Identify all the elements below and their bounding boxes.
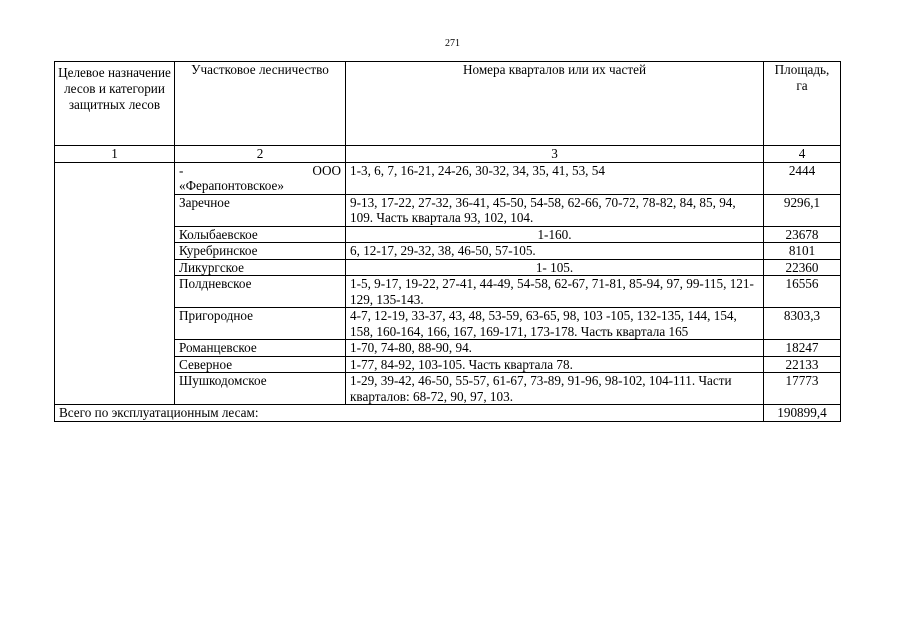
header-area: Площадь, га	[764, 62, 841, 146]
district-name: Северное	[175, 356, 346, 373]
page-number: 271	[445, 38, 460, 49]
column-number: 1	[55, 146, 175, 163]
area-value: 18247	[764, 340, 841, 357]
area-value: 22360	[764, 259, 841, 276]
district-org-name: «Ферапонтовское»	[179, 178, 284, 193]
quarter-numbers: 9-13, 17-22, 27-32, 36-41, 45-50, 54-58, 62-66, 70-72, 78-82, 84, 85, 94, 109. Часть квартала 93, 102, 104.	[346, 194, 764, 226]
district-name	[175, 162, 346, 194]
column-number: 3	[346, 146, 764, 163]
area-value: 22133	[764, 356, 841, 373]
column-number: 4	[764, 146, 841, 163]
header-district: Участковое лесничество	[175, 62, 346, 146]
district-dash: -	[179, 162, 184, 178]
area-value: 8303,3	[764, 308, 841, 340]
district-name: Колыбаевское	[175, 226, 346, 243]
quarter-numbers: 6, 12-17, 29-32, 38, 46-50, 57-105.	[346, 243, 764, 260]
area-value: 9296,1	[764, 194, 841, 226]
area-value: 8101	[764, 243, 841, 260]
district-name: Ликургское	[175, 259, 346, 276]
district-name: Полдневское	[175, 276, 346, 308]
total-label: Всего по эксплуатационным лесам:	[55, 405, 764, 422]
quarter-numbers: 1-160.	[346, 226, 764, 243]
table-row	[55, 162, 841, 194]
district-org-form: ООО	[312, 162, 341, 178]
district-name: Заречное	[175, 194, 346, 226]
quarter-numbers: 1- 105.	[346, 259, 764, 276]
area-value: 23678	[764, 226, 841, 243]
total-area-value: 190899,4	[764, 405, 841, 422]
quarter-numbers: 1-5, 9-17, 19-22, 27-41, 44-49, 54-58, 62-67, 71-81, 85-94, 97, 99-115, 121-129, 135-143.	[346, 276, 764, 308]
column-number-row	[55, 146, 841, 163]
total-row	[55, 405, 841, 422]
quarter-numbers: 1-3, 6, 7, 16-21, 24-26, 30-32, 34, 35, 41, 53, 54	[346, 162, 764, 194]
header-quarter-numbers: Номера кварталов или их частей	[346, 62, 764, 146]
quarter-numbers: 1-77, 84-92, 103-105. Часть квартала 78.	[346, 356, 764, 373]
forest-quarters-table	[54, 61, 841, 422]
column-number: 2	[175, 146, 346, 163]
quarter-numbers: 1-70, 74-80, 88-90, 94.	[346, 340, 764, 357]
header-row	[55, 62, 841, 146]
area-value: 17773	[764, 373, 841, 405]
purpose-category-cell	[55, 162, 175, 405]
district-name: Романцевское	[175, 340, 346, 357]
district-name: Пригородное	[175, 308, 346, 340]
district-name: Куребринское	[175, 243, 346, 260]
district-name: Шушкодомское	[175, 373, 346, 405]
quarter-numbers: 4-7, 12-19, 33-37, 43, 48, 53-59, 63-65, 98, 103 -105, 132-135, 144, 154, 158, 160-164, 166, 167, 169-171, 173-178. Часть квартала 165	[346, 308, 764, 340]
area-value: 2444	[764, 162, 841, 194]
quarter-numbers: 1-29, 39-42, 46-50, 55-57, 61-67, 73-89, 91-96, 98-102, 104-111. Части кварталов: 68-72, 90, 97, 103.	[346, 373, 764, 405]
area-value: 16556	[764, 276, 841, 308]
header-purpose-category: Целевое назначение лесов и категории защитных лесов	[55, 62, 175, 146]
